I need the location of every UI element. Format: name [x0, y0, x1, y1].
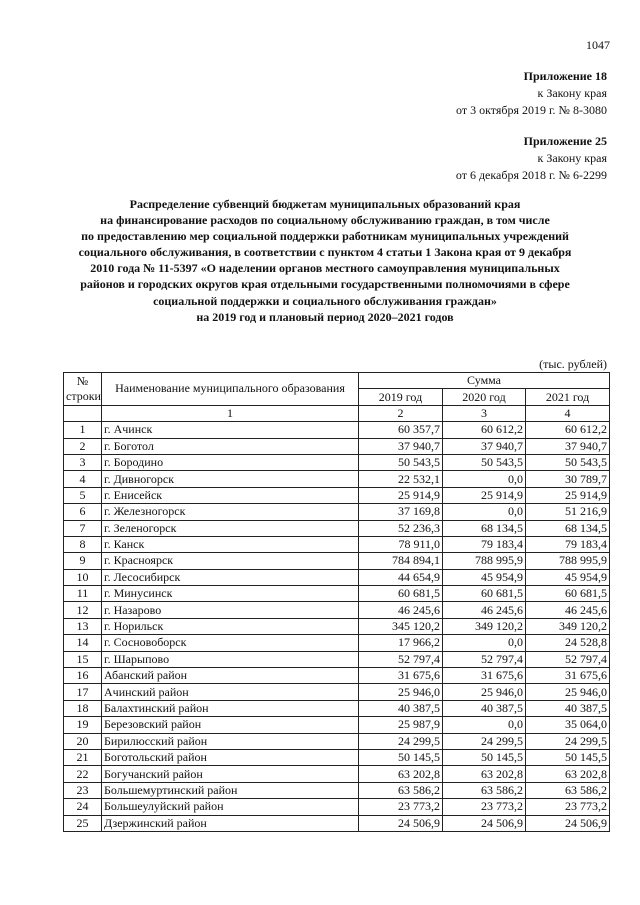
- table-row: [64, 553, 610, 569]
- appendix-25-line1: к Закону края: [537, 151, 607, 165]
- amount-2020-cell: 25 946,0: [443, 684, 526, 700]
- table-row: [64, 569, 610, 585]
- header-2019: 2019 год: [359, 389, 443, 405]
- amount-2021-cell: 40 387,5: [526, 700, 610, 716]
- table-row: [64, 602, 610, 618]
- amount-2021-cell: 63 202,8: [526, 766, 610, 782]
- amount-2020-cell: 37 940,7: [443, 438, 526, 454]
- table-row: [64, 815, 610, 831]
- amount-2021-cell: 24 299,5: [526, 733, 610, 749]
- amount-2021-cell: 24 528,8: [526, 635, 610, 651]
- row-number-cell: 5: [64, 487, 102, 503]
- municipality-cell: г. Железногорск: [102, 504, 359, 520]
- header-sum: Сумма: [359, 373, 610, 389]
- row-number-cell: 1: [64, 422, 102, 438]
- header-2020: 2020 год: [443, 389, 526, 405]
- municipality-cell: Ачинский район: [102, 684, 359, 700]
- heading-line: 2010 года № 11-5397 «О наделении органов местного самоуправления муниципальных: [90, 261, 560, 276]
- table-row: [64, 471, 610, 487]
- header-row-number: № строки: [64, 373, 102, 406]
- table-row: [64, 586, 610, 602]
- municipality-cell: г. Шарыпово: [102, 651, 359, 667]
- municipality-cell: г. Лесосибирск: [102, 569, 359, 585]
- amount-2019-cell: 40 387,5: [359, 700, 443, 716]
- amount-2020-cell: 40 387,5: [443, 700, 526, 716]
- amount-2019-cell: 63 586,2: [359, 782, 443, 798]
- row-number-cell: 19: [64, 717, 102, 733]
- municipality-cell: г. Ачинск: [102, 422, 359, 438]
- row-number-cell: 14: [64, 635, 102, 651]
- column-index: 3: [443, 405, 526, 421]
- appendix-18-line1: к Закону края: [537, 86, 607, 100]
- row-number-cell: 10: [64, 569, 102, 585]
- amount-2021-cell: 30 789,7: [526, 471, 610, 487]
- page-number: 1047: [586, 38, 610, 52]
- table-row: [64, 454, 610, 470]
- amount-2019-cell: 31 675,6: [359, 668, 443, 684]
- amount-2021-cell: 788 995,9: [526, 553, 610, 569]
- amount-2019-cell: 23 773,2: [359, 799, 443, 815]
- row-number-cell: 3: [64, 454, 102, 470]
- municipality-cell: Боготольский район: [102, 749, 359, 765]
- amount-2021-cell: 60 612,2: [526, 422, 610, 438]
- appendix-25-block: [456, 133, 607, 184]
- row-number-cell: 15: [64, 651, 102, 667]
- table-row: [64, 700, 610, 716]
- row-number-cell: 24: [64, 799, 102, 815]
- heading-line: на финансирование расходов по социальному обслуживанию граждан, в том числе: [100, 213, 550, 228]
- municipality-cell: г. Норильск: [102, 618, 359, 634]
- table-row: [64, 668, 610, 684]
- municipality-cell: Бирилюсский район: [102, 733, 359, 749]
- column-index: 4: [526, 405, 610, 421]
- table-row: [64, 504, 610, 520]
- amount-2019-cell: 60 681,5: [359, 586, 443, 602]
- header-2021: 2021 год: [526, 389, 610, 405]
- table-row: [64, 536, 610, 552]
- row-number-cell: 4: [64, 471, 102, 487]
- amount-2020-cell: 349 120,2: [443, 618, 526, 634]
- column-index: [64, 405, 102, 421]
- amount-2019-cell: 63 202,8: [359, 766, 443, 782]
- appendix-25-title: Приложение 25: [523, 134, 607, 148]
- amount-2020-cell: 63 586,2: [443, 782, 526, 798]
- municipality-cell: г. Минусинск: [102, 586, 359, 602]
- row-number-cell: 13: [64, 618, 102, 634]
- municipality-cell: Балахтинский район: [102, 700, 359, 716]
- appendix-25-line2: от 6 декабря 2018 г. № 6-2299: [455, 168, 607, 182]
- appendix-18-line2: от 3 октября 2019 г. № 8-3080: [455, 103, 607, 117]
- amount-2020-cell: 50 145,5: [443, 749, 526, 765]
- amount-2021-cell: 63 586,2: [526, 782, 610, 798]
- amount-2021-cell: 37 940,7: [526, 438, 610, 454]
- row-number-cell: 11: [64, 586, 102, 602]
- municipality-cell: Богучанский район: [102, 766, 359, 782]
- amount-2020-cell: 23 773,2: [443, 799, 526, 815]
- amount-2019-cell: 37 169,8: [359, 504, 443, 520]
- amount-2021-cell: 52 797,4: [526, 651, 610, 667]
- heading-line: по предоставлению мер социальной поддержки работникам муниципальных учреждений: [81, 229, 569, 244]
- amount-2020-cell: 63 202,8: [443, 766, 526, 782]
- amount-2019-cell: 78 911,0: [359, 536, 443, 552]
- amount-2019-cell: 25 946,0: [359, 684, 443, 700]
- appendix-18-block: [456, 68, 607, 119]
- row-number-cell: 2: [64, 438, 102, 454]
- row-number-cell: 23: [64, 782, 102, 798]
- amount-2021-cell: 45 954,9: [526, 569, 610, 585]
- amount-2020-cell: 79 183,4: [443, 536, 526, 552]
- table-row: [64, 635, 610, 651]
- header-municipality: Наименование муниципального образования: [102, 373, 359, 406]
- amount-2019-cell: 784 894,1: [359, 553, 443, 569]
- amount-2019-cell: 24 506,9: [359, 815, 443, 831]
- amount-2019-cell: 46 245,6: [359, 602, 443, 618]
- table-row: [64, 520, 610, 536]
- amount-2021-cell: 24 506,9: [526, 815, 610, 831]
- amount-2019-cell: 22 532,1: [359, 471, 443, 487]
- municipality-cell: г. Зеленогорск: [102, 520, 359, 536]
- table-row: [64, 422, 610, 438]
- municipality-cell: Дзержинский район: [102, 815, 359, 831]
- row-number-cell: 20: [64, 733, 102, 749]
- row-number-cell: 8: [64, 536, 102, 552]
- row-number-cell: 12: [64, 602, 102, 618]
- municipality-cell: г. Красноярск: [102, 553, 359, 569]
- amount-2020-cell: 60 681,5: [443, 586, 526, 602]
- row-number-cell: 16: [64, 668, 102, 684]
- amount-2019-cell: 52 236,3: [359, 520, 443, 536]
- amount-2021-cell: 25 946,0: [526, 684, 610, 700]
- row-number-cell: 22: [64, 766, 102, 782]
- municipality-cell: г. Дивногорск: [102, 471, 359, 487]
- amount-2021-cell: 50 543,5: [526, 454, 610, 470]
- amount-2019-cell: 25 987,9: [359, 717, 443, 733]
- subsidy-table: [63, 372, 610, 832]
- amount-2021-cell: 68 134,5: [526, 520, 610, 536]
- table-row: [64, 766, 610, 782]
- amount-2020-cell: 24 299,5: [443, 733, 526, 749]
- amount-2020-cell: 52 797,4: [443, 651, 526, 667]
- table-row: [64, 782, 610, 798]
- column-index: 2: [359, 405, 443, 421]
- amount-2021-cell: 23 773,2: [526, 799, 610, 815]
- amount-2020-cell: 45 954,9: [443, 569, 526, 585]
- amount-2020-cell: 24 506,9: [443, 815, 526, 831]
- amount-2020-cell: 0,0: [443, 504, 526, 520]
- document-heading: [40, 196, 610, 325]
- amount-2021-cell: 31 675,6: [526, 668, 610, 684]
- amount-2020-cell: 50 543,5: [443, 454, 526, 470]
- amount-2019-cell: 60 357,7: [359, 422, 443, 438]
- amount-2019-cell: 52 797,4: [359, 651, 443, 667]
- heading-line: социальной поддержки и социального обслуживания граждан»: [153, 293, 497, 308]
- municipality-cell: г. Боготол: [102, 438, 359, 454]
- amount-2021-cell: 50 145,5: [526, 749, 610, 765]
- amount-2019-cell: 50 145,5: [359, 749, 443, 765]
- municipality-cell: Абанский район: [102, 668, 359, 684]
- amount-2019-cell: 44 654,9: [359, 569, 443, 585]
- row-number-cell: 25: [64, 815, 102, 831]
- table-row: [64, 717, 610, 733]
- amount-2019-cell: 25 914,9: [359, 487, 443, 503]
- column-index: 1: [102, 405, 359, 421]
- municipality-cell: г. Назарово: [102, 602, 359, 618]
- row-number-cell: 21: [64, 749, 102, 765]
- amount-2021-cell: 79 183,4: [526, 536, 610, 552]
- amount-2021-cell: 51 216,9: [526, 504, 610, 520]
- table-row: [64, 438, 610, 454]
- municipality-cell: Большеулуйский район: [102, 799, 359, 815]
- row-number-cell: 18: [64, 700, 102, 716]
- amount-2020-cell: 60 612,2: [443, 422, 526, 438]
- amount-2019-cell: 37 940,7: [359, 438, 443, 454]
- amount-2020-cell: 46 245,6: [443, 602, 526, 618]
- municipality-cell: г. Бородино: [102, 454, 359, 470]
- amount-2020-cell: 0,0: [443, 471, 526, 487]
- table-row: [64, 733, 610, 749]
- municipality-cell: г. Сосновоборск: [102, 635, 359, 651]
- amount-2020-cell: 25 914,9: [443, 487, 526, 503]
- table-row: [64, 684, 610, 700]
- amount-2019-cell: 24 299,5: [359, 733, 443, 749]
- heading-line: Распределение субвенций бюджетам муниципальных образований края: [129, 197, 521, 211]
- municipality-cell: Березовский район: [102, 717, 359, 733]
- amount-2020-cell: 788 995,9: [443, 553, 526, 569]
- amount-2019-cell: 17 966,2: [359, 635, 443, 651]
- appendix-18-title: Приложение 18: [523, 69, 607, 83]
- table-row: [64, 799, 610, 815]
- municipality-cell: г. Енисейск: [102, 487, 359, 503]
- municipality-cell: Большемуртинский район: [102, 782, 359, 798]
- row-number-cell: 6: [64, 504, 102, 520]
- amount-2021-cell: 25 914,9: [526, 487, 610, 503]
- amount-2020-cell: 0,0: [443, 635, 526, 651]
- table-row: [64, 618, 610, 634]
- unit-note: (тыс. рублей): [539, 357, 607, 371]
- heading-line: социального обслуживания, в соответствии с пунктом 4 статьи 1 Закона края от 9 декабря: [78, 245, 572, 260]
- row-number-cell: 9: [64, 553, 102, 569]
- row-number-cell: 7: [64, 520, 102, 536]
- amount-2019-cell: 345 120,2: [359, 618, 443, 634]
- heading-line: районов и городских округов края отдельными государственными полномочиями в сфере: [80, 277, 570, 292]
- table-row: [64, 487, 610, 503]
- table-row: [64, 651, 610, 667]
- amount-2021-cell: 35 064,0: [526, 717, 610, 733]
- table-row: [64, 749, 610, 765]
- municipality-cell: г. Канск: [102, 536, 359, 552]
- heading-line: на 2019 год и плановый период 2020–2021 годов: [196, 309, 454, 324]
- row-number-cell: 17: [64, 684, 102, 700]
- amount-2020-cell: 31 675,6: [443, 668, 526, 684]
- amount-2021-cell: 46 245,6: [526, 602, 610, 618]
- amount-2021-cell: 60 681,5: [526, 586, 610, 602]
- amount-2020-cell: 0,0: [443, 717, 526, 733]
- amount-2021-cell: 349 120,2: [526, 618, 610, 634]
- amount-2020-cell: 68 134,5: [443, 520, 526, 536]
- table-body: [64, 422, 610, 832]
- amount-2019-cell: 50 543,5: [359, 454, 443, 470]
